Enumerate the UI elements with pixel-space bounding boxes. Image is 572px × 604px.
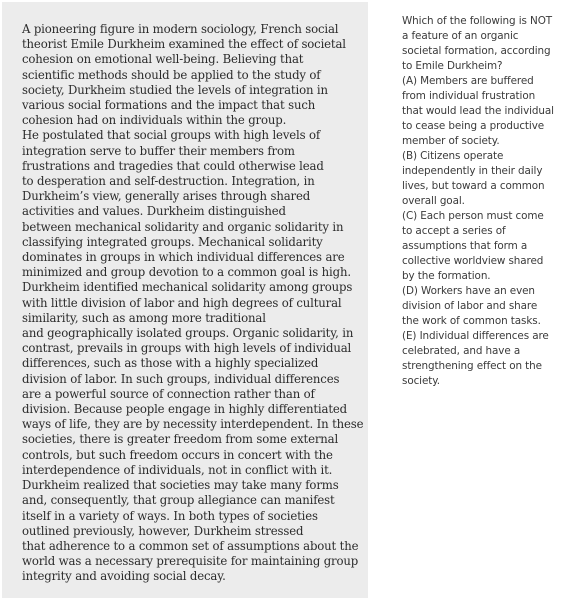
- answer-choice-line: division of labor and share: [402, 300, 538, 312]
- passage-line: A pioneering figure in modern sociology, French social: [22, 22, 339, 36]
- passage-line: between mechanical solidarity and organic solidarity in: [22, 219, 344, 234]
- answer-choice-line: society.: [402, 375, 441, 387]
- passage-line: that adherence to a common set of assumptions about the: [22, 538, 359, 553]
- passage-line: integrity and avoiding social decay.: [22, 569, 226, 584]
- passage-line: minimized and group devotion to a common goal is high.: [22, 265, 351, 280]
- passage-line: differences, such as those with a highly specialized: [22, 356, 319, 371]
- passage-line: with little division of labor and high degrees of cultural: [22, 295, 342, 310]
- answer-choice-line: (D) Workers have an even: [402, 285, 535, 297]
- answer-choice-line: to cease being a productive: [402, 120, 545, 132]
- passage-line: ways of life, they are by necessity interdependent. In these: [22, 417, 364, 432]
- passage-line: theorist Emile Durkheim examined the effect of societal: [22, 37, 346, 52]
- passage-line: interdependence of individuals, not in conflict with it.: [22, 462, 333, 477]
- answer-choice-line: strengthening effect on the: [402, 360, 542, 372]
- question-stem-line: a feature of an organic: [402, 30, 519, 42]
- answer-choice-line: to accept a series of: [402, 225, 506, 237]
- passage-line: Durkheim identified mechanical solidarity among groups: [22, 280, 353, 295]
- passage-line: contrast, prevails in groups with high levels of individual: [22, 341, 352, 356]
- passage-line: are a powerful source of connection rather than of: [22, 386, 315, 401]
- passage-line: society, Durkheim studied the levels of integration in: [22, 82, 328, 97]
- passage-line: He postulated that social groups with high levels of: [22, 128, 321, 143]
- passage-line: to desperation and self-destruction. Integration, in: [22, 174, 315, 189]
- answer-choice-line: that would lead the individual: [402, 105, 554, 117]
- passage-line: activities and values. Durkheim distinguished: [22, 204, 286, 219]
- passage-line: cohesion on emotional well-being. Believing that: [22, 52, 304, 67]
- answer-choice-line: independently in their daily: [402, 165, 543, 177]
- answer-choice-line: (A) Members are buffered: [402, 75, 534, 87]
- passage-line: division of labor. In such groups, individual differences: [22, 371, 340, 386]
- passage-line: frustrations and tragedies that could otherwise lead: [22, 158, 324, 173]
- answer-choice-line: from individual frustration: [402, 90, 536, 102]
- answer-choice-line: collective worldview shared: [402, 255, 544, 267]
- passage-line: classifying integrated groups. Mechanical solidarity: [22, 234, 323, 249]
- answer-choice-line: (E) Individual differences are: [402, 330, 549, 342]
- passage-line: outlined previously, however, Durkheim stressed: [22, 523, 304, 538]
- passage-line: societies, there is greater freedom from some external: [22, 432, 339, 447]
- answer-choice-line: lives, but toward a common: [402, 180, 545, 192]
- answer-choice-line: assumptions that form a: [402, 240, 528, 252]
- passage-line: world was a necessary prerequisite for maintaining group: [22, 554, 359, 569]
- passage-line: integration serve to buffer their members from: [22, 143, 295, 158]
- answer-choice-line: (B) Citizens operate: [402, 150, 504, 162]
- answer-choice-line: by the formation.: [402, 270, 491, 282]
- passage-line: division. Because people engage in highly differentiated: [22, 402, 347, 417]
- question-stem-line: to Emile Durkheim?: [402, 60, 503, 72]
- passage-line: various social formations and the impact that such: [22, 98, 316, 113]
- passage-line: and geographically isolated groups. Organic solidarity, in: [22, 326, 354, 341]
- passage-line: similarity, such as among more traditional: [22, 310, 266, 325]
- question-panel: [402, 14, 570, 389]
- passage-line: cohesion had on individuals within the group.: [22, 113, 287, 128]
- answer-choice-line: (C) Each person must come: [402, 210, 544, 222]
- passage-line: itself in a variety of ways. In both types of societies: [22, 508, 318, 523]
- answer-choice-line: overall goal.: [402, 195, 465, 207]
- passage-line: and, consequently, that group allegiance can manifest: [22, 493, 335, 508]
- passage-line: Durkheim realized that societies may take many forms: [22, 478, 339, 493]
- passage-line: scientific methods should be applied to the study of: [22, 67, 321, 82]
- passage-line: dominates in groups in which individual differences are: [22, 250, 345, 265]
- answer-choice-line: member of society.: [402, 135, 500, 147]
- reading-passage: [2, 2, 368, 598]
- passage-line: Durkheim’s view, generally arises through shared: [22, 189, 311, 204]
- answer-choice-line: the work of common tasks.: [402, 315, 541, 327]
- passage-line: controls, but such freedom occurs in concert with the: [22, 447, 333, 462]
- question-stem-line: societal formation, according: [402, 45, 551, 57]
- answer-choice-line: celebrated, and have a: [402, 345, 521, 357]
- question-stem-line: Which of the following is NOT: [402, 15, 553, 27]
